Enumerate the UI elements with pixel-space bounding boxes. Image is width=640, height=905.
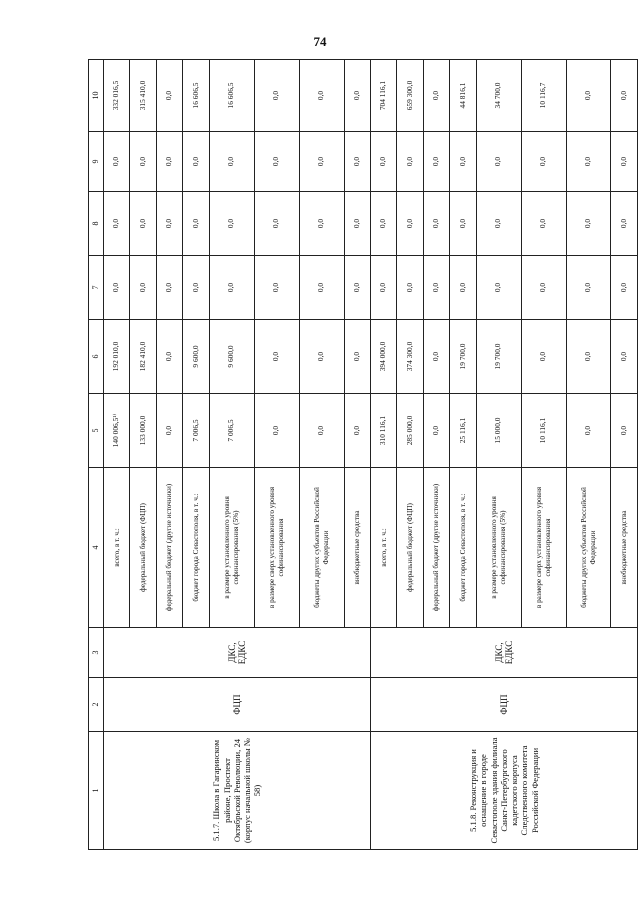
value-cell-c8: 0,0 xyxy=(183,192,209,256)
value-cell-c9: 0,0 xyxy=(476,132,521,192)
value-cell-c10: 44 816,1 xyxy=(450,60,476,132)
value-cell-c10: 0,0 xyxy=(566,60,611,132)
value-cell-c9: 0,0 xyxy=(566,132,611,192)
value-cell-c5: 25 116,1 xyxy=(450,394,476,468)
value-cell-c8: 0,0 xyxy=(156,192,182,256)
value-cell-c5: 10 116,1 xyxy=(521,394,566,468)
value-cell-c9: 0,0 xyxy=(130,132,156,192)
object-cell: 5.1.7. Школа в Гагаринском районе, Проспект Октябрьской Революции, 24 (корпус начальной школы № 58) xyxy=(104,732,371,850)
value-cell-c7: 0,0 xyxy=(209,256,254,320)
value-cell-c7: 0,0 xyxy=(344,256,370,320)
header-cell: 3 xyxy=(89,628,104,678)
value-cell-c5: 140 006,5¹⁾ xyxy=(104,394,130,468)
header-row xyxy=(89,60,104,850)
value-cell-c5: 0,0 xyxy=(423,394,449,468)
executor-cell: ДКС, ЕДКС xyxy=(104,628,371,678)
value-cell-c10: 10 116,7 xyxy=(521,60,566,132)
header-cell: 10 xyxy=(89,60,104,132)
header-cell: 9 xyxy=(89,132,104,192)
header-cell: 2 xyxy=(89,678,104,732)
value-cell-c9: 0,0 xyxy=(104,132,130,192)
source-cell: внебюджетные средства xyxy=(611,468,638,628)
value-cell-c6: 192 010,0 xyxy=(104,320,130,394)
source-cell: федеральный бюджет (ФЦП) xyxy=(397,468,423,628)
value-cell-c8: 0,0 xyxy=(104,192,130,256)
header-cell: 6 xyxy=(89,320,104,394)
value-cell-c6: 0,0 xyxy=(611,320,638,394)
value-cell-c7: 0,0 xyxy=(156,256,182,320)
value-cell-c8: 0,0 xyxy=(397,192,423,256)
value-cell-c6: 0,0 xyxy=(299,320,344,394)
value-cell-c7: 0,0 xyxy=(397,256,423,320)
value-cell-c9: 0,0 xyxy=(299,132,344,192)
value-cell-c5: 0,0 xyxy=(566,394,611,468)
source-cell: бюджеты других субъектов Российской Федерации xyxy=(299,468,344,628)
value-cell-c7: 0,0 xyxy=(130,256,156,320)
value-cell-c7: 0,0 xyxy=(521,256,566,320)
table-row xyxy=(370,60,396,850)
value-cell-c10: 16 606,5 xyxy=(183,60,209,132)
value-cell-c6: 0,0 xyxy=(254,320,299,394)
value-cell-c8: 0,0 xyxy=(370,192,396,256)
value-cell-c5: 310 116,1 xyxy=(370,394,396,468)
value-cell-c6: 0,0 xyxy=(423,320,449,394)
value-cell-c8: 0,0 xyxy=(209,192,254,256)
header-cell: 7 xyxy=(89,256,104,320)
value-cell-c7: 0,0 xyxy=(299,256,344,320)
value-cell-c8: 0,0 xyxy=(476,192,521,256)
value-cell-c7: 0,0 xyxy=(566,256,611,320)
source-cell: бюджет города Севастополя, в т. ч.: xyxy=(450,468,476,628)
value-cell-c10: 704 116,1 xyxy=(370,60,396,132)
value-cell-c9: 0,0 xyxy=(611,132,638,192)
value-cell-c6: 9 600,0 xyxy=(183,320,209,394)
header-cell: 5 xyxy=(89,394,104,468)
object-cell: 5.1.8. Реконструкция и оснащение в городе Севастополе здания филиала Санкт-Петербургского кадетского корпуса Следственного комитета Российской Федерации xyxy=(370,732,637,850)
value-cell-c8: 0,0 xyxy=(566,192,611,256)
value-cell-c9: 0,0 xyxy=(450,132,476,192)
value-cell-c5: 133 000,0 xyxy=(130,394,156,468)
program-cell: ФЦП xyxy=(370,678,637,732)
value-cell-c8: 0,0 xyxy=(254,192,299,256)
value-cell-c8: 0,0 xyxy=(423,192,449,256)
value-cell-c7: 0,0 xyxy=(370,256,396,320)
value-cell-c10: 0,0 xyxy=(423,60,449,132)
header-cell: 1 xyxy=(89,732,104,850)
page-number: 74 xyxy=(313,34,327,49)
value-cell-c5: 15 000,0 xyxy=(476,394,521,468)
value-cell-c7: 0,0 xyxy=(476,256,521,320)
source-cell: всего, в т. ч.: xyxy=(104,468,130,628)
value-cell-c5: 7 006,5 xyxy=(183,394,209,468)
value-cell-c5: 0,0 xyxy=(254,394,299,468)
value-cell-c9: 0,0 xyxy=(521,132,566,192)
source-cell: в размере сверх установленного уровня софинансирования xyxy=(521,468,566,628)
value-cell-c8: 0,0 xyxy=(130,192,156,256)
value-cell-c7: 0,0 xyxy=(423,256,449,320)
value-cell-c8: 0,0 xyxy=(450,192,476,256)
value-cell-c10: 332 016,5 xyxy=(104,60,130,132)
value-cell-c9: 0,0 xyxy=(156,132,182,192)
value-cell-c10: 0,0 xyxy=(611,60,638,132)
value-cell-c9: 0,0 xyxy=(370,132,396,192)
value-cell-c9: 0,0 xyxy=(423,132,449,192)
header-cell: 4 xyxy=(89,468,104,628)
value-cell-c5: 0,0 xyxy=(156,394,182,468)
source-cell: федеральный бюджет (другие источники) xyxy=(156,468,182,628)
value-cell-c6: 374 300,0 xyxy=(397,320,423,394)
value-cell-c7: 0,0 xyxy=(183,256,209,320)
value-cell-c6: 9 600,0 xyxy=(209,320,254,394)
value-cell-c8: 0,0 xyxy=(299,192,344,256)
value-cell-c6: 0,0 xyxy=(566,320,611,394)
table-row xyxy=(104,60,130,850)
source-cell: в размере установленного уровня софинансирования (5%) xyxy=(209,468,254,628)
source-cell: федеральный бюджет (ФЦП) xyxy=(130,468,156,628)
rotated-table-container xyxy=(88,60,638,850)
source-cell: в размере установленного уровня софинансирования (5%) xyxy=(476,468,521,628)
value-cell-c5: 0,0 xyxy=(344,394,370,468)
source-cell: всего, в т. ч.: xyxy=(370,468,396,628)
value-cell-c9: 0,0 xyxy=(183,132,209,192)
value-cell-c9: 0,0 xyxy=(254,132,299,192)
value-cell-c5: 285 000,0 xyxy=(397,394,423,468)
value-cell-c9: 0,0 xyxy=(344,132,370,192)
value-cell-c5: 0,0 xyxy=(299,394,344,468)
value-cell-c5: 0,0 xyxy=(611,394,638,468)
financing-table xyxy=(88,59,638,850)
value-cell-c10: 16 606,5 xyxy=(209,60,254,132)
header-cell: 8 xyxy=(89,192,104,256)
source-cell: бюджет города Севастополя, в т. ч.: xyxy=(183,468,209,628)
value-cell-c7: 0,0 xyxy=(450,256,476,320)
value-cell-c8: 0,0 xyxy=(344,192,370,256)
value-cell-c10: 315 410,0 xyxy=(130,60,156,132)
value-cell-c5: 7 006,5 xyxy=(209,394,254,468)
value-cell-c7: 0,0 xyxy=(104,256,130,320)
program-cell: ФЦП xyxy=(104,678,371,732)
value-cell-c6: 0,0 xyxy=(156,320,182,394)
value-cell-c6: 0,0 xyxy=(521,320,566,394)
value-cell-c10: 34 700,0 xyxy=(476,60,521,132)
value-cell-c8: 0,0 xyxy=(521,192,566,256)
value-cell-c6: 19 700,0 xyxy=(450,320,476,394)
value-cell-c10: 659 300,0 xyxy=(397,60,423,132)
value-cell-c6: 0,0 xyxy=(344,320,370,394)
value-cell-c7: 0,0 xyxy=(254,256,299,320)
value-cell-c9: 0,0 xyxy=(397,132,423,192)
source-cell: внебюджетные средства xyxy=(344,468,370,628)
value-cell-c8: 0,0 xyxy=(611,192,638,256)
source-cell: в размере сверх установленного уровня софинансирования xyxy=(254,468,299,628)
value-cell-c10: 0,0 xyxy=(299,60,344,132)
value-cell-c7: 0,0 xyxy=(611,256,638,320)
source-cell: бюджеты других субъектов Российской Федерации xyxy=(566,468,611,628)
value-cell-c10: 0,0 xyxy=(344,60,370,132)
value-cell-c9: 0,0 xyxy=(209,132,254,192)
value-cell-c6: 182 410,0 xyxy=(130,320,156,394)
value-cell-c10: 0,0 xyxy=(254,60,299,132)
value-cell-c10: 0,0 xyxy=(156,60,182,132)
value-cell-c6: 19 700,0 xyxy=(476,320,521,394)
executor-cell: ДКС, ЕДКС xyxy=(370,628,637,678)
source-cell: федеральный бюджет (другие источники) xyxy=(423,468,449,628)
value-cell-c6: 394 000,0 xyxy=(370,320,396,394)
